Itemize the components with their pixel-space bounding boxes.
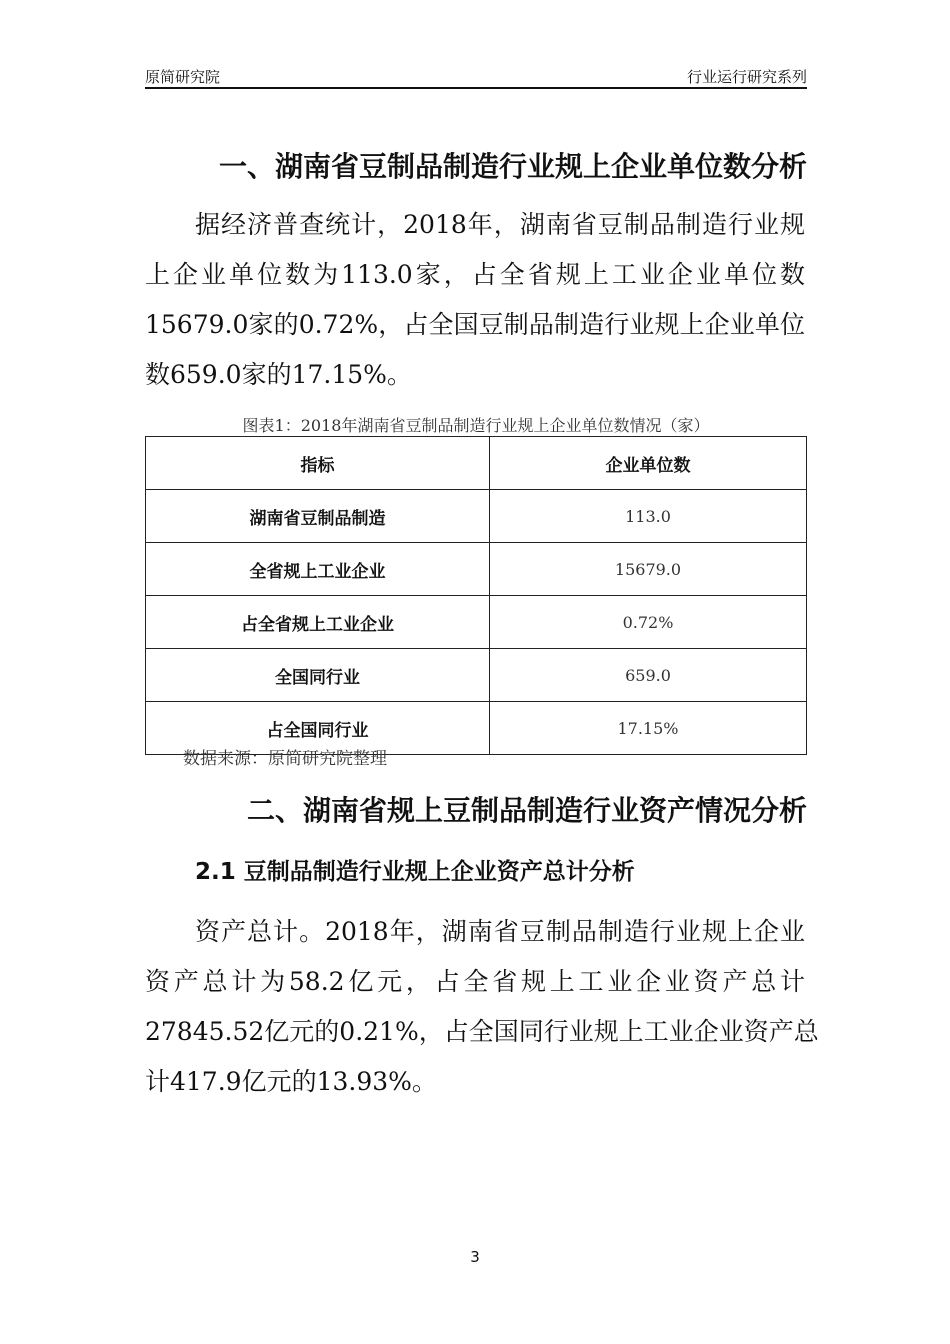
header-divider <box>145 87 807 89</box>
row-label: 湖南省豆制品制造 <box>146 490 490 543</box>
page-number: 3 <box>470 1248 480 1266</box>
section2-paragraph <box>145 907 819 1107</box>
header-org: 原简研究院 <box>145 68 221 86</box>
section1-title: 一、湖南省豆制品制造行业规上企业单位数分析 <box>218 150 807 183</box>
table-caption: 图表1：2018年湖南省豆制品制造行业规上企业单位数情况（家） <box>242 416 710 435</box>
section1-paragraph <box>145 200 805 400</box>
table-source: 数据来源：原简研究院整理 <box>183 749 387 769</box>
row-value: 17.15% <box>490 702 807 755</box>
row-value: 0.72% <box>490 596 807 649</box>
table-row <box>146 490 807 543</box>
paragraph-line: 计417.9亿元的13.93%。 <box>145 1067 437 1096</box>
row-value: 113.0 <box>490 490 807 543</box>
section2-subtitle: 2.1 豆制品制造行业规上企业资产总计分析 <box>195 859 635 885</box>
paragraph-line: 资产总计。2018年，湖南省豆制品制造行业规上企业 <box>195 917 805 946</box>
row-value: 15679.0 <box>490 543 807 596</box>
paragraph-line: 资产总计为58.2亿元，占全省规上工业企业资产总计 <box>145 967 805 996</box>
enterprise-count-table <box>145 436 807 755</box>
paragraph-line: 27845.52亿元的0.21%，占全国同行业规上工业企业资产总 <box>145 1017 819 1046</box>
paragraph-line: 数659.0家的17.15%。 <box>145 360 412 389</box>
header-series: 行业运行研究系列 <box>686 68 807 86</box>
row-value: 659.0 <box>490 649 807 702</box>
row-label: 全省规上工业企业 <box>146 543 490 596</box>
paragraph-line: 上企业单位数为113.0家，占全省规上工业企业单位数 <box>145 260 805 289</box>
column-header: 指标 <box>146 437 490 490</box>
table-header-row <box>146 437 807 490</box>
table-row <box>146 543 807 596</box>
table-row <box>146 596 807 649</box>
row-label: 全国同行业 <box>146 649 490 702</box>
row-label: 占全国同行业 <box>146 702 490 755</box>
section2-title: 二、湖南省规上豆制品制造行业资产情况分析 <box>246 794 807 827</box>
paragraph-line: 15679.0家的0.72%，占全国豆制品制造行业规上企业单位 <box>145 310 805 339</box>
column-header: 企业单位数 <box>490 437 807 490</box>
paragraph-line: 据经济普查统计，2018年，湖南省豆制品制造行业规 <box>195 210 805 239</box>
table-row <box>146 649 807 702</box>
row-label: 占全省规上工业企业 <box>146 596 490 649</box>
